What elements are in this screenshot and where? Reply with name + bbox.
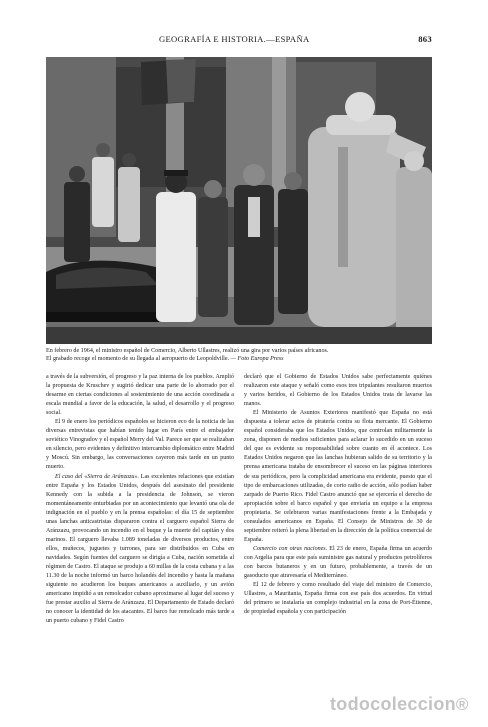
caption-line-2 — [46, 355, 432, 363]
paragraph: a través de la subversión, el progreso y la paz interna de los pueblos. Amplió la propuesta de Kruschev y sugirió dedicar una parte de lo ahorrado por el desarme en ciertas condiciones al sostenimiento de una acción coordinada a escala mundial a favor de la educación, la salud, el desarrollo y el progreso social. — [46, 374, 234, 417]
watermark-text: todocoleccion — [330, 694, 456, 714]
photograph-of-officials-reviewing-soldiers — [46, 57, 432, 344]
running-title: GEOGRAFÍA E HISTORIA.—ESPAÑA — [159, 34, 310, 44]
registered-mark: ® — [455, 695, 469, 714]
paragraph: El 12 de febrero y como resultado del viaje del ministro de Comercio, Ullastres, a Mauritania, España firma con ese país dos acuerdos. En virtud del primero se instalaría un complejo industrial en la zona de Port-Étienne, de propiedad española y con participación — [244, 582, 432, 616]
right-text-column — [244, 373, 432, 617]
paragraph-with-subheading — [244, 545, 432, 581]
paragraph-with-subheading — [46, 473, 234, 627]
left-text-column — [46, 373, 234, 626]
section-subheading: El caso del «Sierra de Aránzazu». — [55, 473, 139, 480]
caption-line: En febrero de 1964, el ministro español de Comercio, Alberto Ullastres, realizó una gira por varios países africanos. — [46, 348, 329, 354]
page-header — [44, 34, 432, 46]
section-subheading: Comercio con otras naciones. — [253, 545, 328, 552]
caption-text: El grabado recoge el momento de su llegada al aeropuerto de Leopoldville. — [46, 356, 230, 363]
paragraph-text: Las excelentes relaciones que existían entre España y los Estados Unidos, después del asesinato del presidente Kennedy con la subida a la presidencia de Johnson, se vieron momentáneamente enturbiadas por un acontecimiento que levantó una ola de indignación en el pueblo y en la prensa españolas: el día 15 de septiembre unas lanchas anticastristas dispararon contra el carguero español Sierra de Aránzazu, provocando un incendio en el buque y la muerte del capitán y dos marinos. El carguero llevaba 1.089 toneladas de diversos productos, entre ellos, muñecos, juguetes y turrones, para ser distribuidos en Cuba en navidades. Según fuentes del carguero se dirigía a Cuba, nación sometida al régimen de Castro. El ataque se produjo a 60 millas de la costa cubana y a las 11.30 de la noche informó un barco holandés del incendio y hasta la mañana siguiente no acudieron los buques americanos a auxiliarlo, y un avión americano impidió a un remolcador cubano aproximarse al lugar del suceso y fue prestar auxilio al Sierra de Aránzazu. El Departamento de Estado declaró no conocer la identidad de los atacantes. El barco fue remolcado más tarde a un puerto cubano y Fidel Castro — [46, 473, 234, 625]
photo-caption — [46, 347, 432, 364]
paragraph: El Ministerio de Asuntos Exteriores manifestó que España no está dispuesta a tolerar actos de piratería contra su flota mercante. El Gobierno español consideraba que los Estados Unidos, que controlan militarmente la zona, disponen de medios suficientes para aclarar lo sucedido en un suceso del que es evidente su responsabilidad sobre cuanto en él acontece. Los Estados Unidos negaron que las lanchas hubieran salido de su territorio y la prensa americana trataba de ensombrecer el suceso en las páginas interiores de sus periódicos, pero la complicidad americana era evidente, puesto que el tipo de embarcaciones utilizadas, de corto radio de acción, sólo podían haber zarpado de Puerto Rico. Fidel Castro anunció que se ejercería el derecho de apropiación sobre el barco español y que enviaría un equipo a la empresa propietaria. Se celebraron varias manifestaciones frente a la Embajada y consulados americanos en España. El Consejo de Ministros de 30 de septiembre reiteró la plena libertad en la dirección de la política comercial de España. — [244, 410, 432, 543]
photo-credit: — Foto Europa Press — [229, 356, 284, 363]
paragraph-text: El 23 de enero, España firma un acuerdo con Argelia para que este país suministre gas natural y productos petrolíferos con barcos butaneros y en un futuro, probablemente, a través de un gasoducto que atravesaría el Mediterráneo. — [244, 545, 432, 580]
paragraph: declaró que el Gobierno de Estados Unidos sabe perfectamente quiénes realizaron este ataque y señaló como esos tres tripulantes resultaron muertos y varios heridos, el Gobierno de los Estados Unidos trata de lavarse las manos. — [244, 374, 432, 408]
page-number: 863 — [418, 34, 432, 44]
news-photograph — [46, 57, 432, 344]
paragraph: El 9 de enero los periódicos españoles se hicieron eco de la noticia de las diversas entrevistas que habían tenido lugar en París entre el embajador soviético Vinogradov y el español Merry del Val. Parece ser que se realizaban en silencio, pero evidentes y definitivo intercambio diplomático entre Madrid y Moscú. Sin embargo, las conversaciones cayeron más tarde en un punto muerto. — [46, 419, 234, 471]
watermark-logo — [330, 694, 480, 720]
